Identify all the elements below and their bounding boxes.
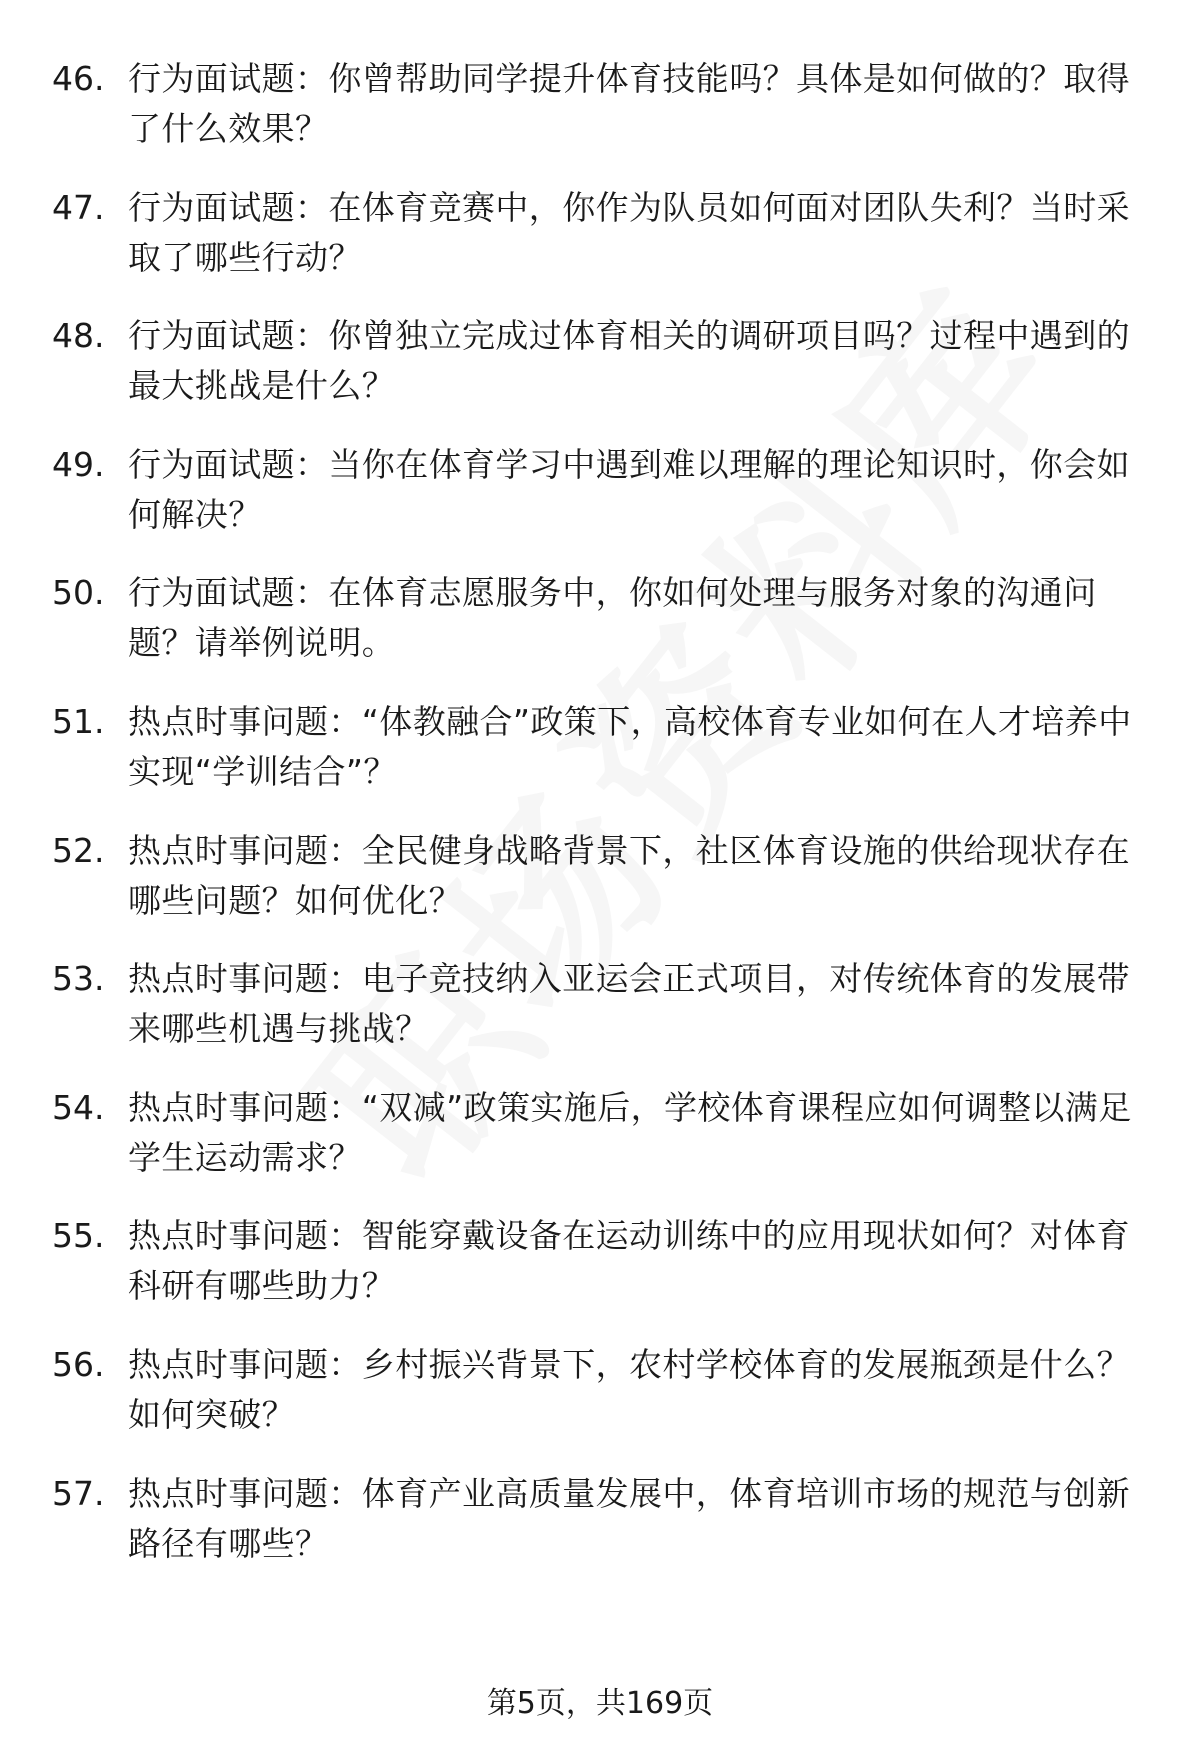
question-item bbox=[0, 1469, 1200, 1598]
question-text: 热点时事问题：乡村振兴背景下，农村学校体育的发展瓶颈是什么？如何突破？ bbox=[128, 1344, 1130, 1434]
question-number: 53. bbox=[52, 959, 105, 999]
question-item bbox=[0, 826, 1200, 955]
question-text: 热点时事问题：“体教融合”政策下，高校体育专业如何在人才培养中实现“学训结合”？ bbox=[128, 701, 1132, 791]
page-footer bbox=[0, 1684, 1200, 1724]
question-number: 57. bbox=[52, 1473, 105, 1513]
question-item bbox=[0, 954, 1200, 1083]
question-text: 热点时事问题：体育产业高质量发展中，体育培训市场的规范与创新路径有哪些？ bbox=[128, 1473, 1130, 1563]
question-number: 46. bbox=[52, 59, 105, 98]
question-text: 行为面试题：你曾帮助同学提升体育技能吗？具体是如何做的？取得了什么效果？ bbox=[128, 59, 1130, 148]
question-number: 49. bbox=[52, 444, 105, 484]
question-text: 热点时事问题：智能穿戴设备在运动训练中的应用现状如何？对体育科研有哪些助力？ bbox=[128, 1216, 1130, 1306]
question-item bbox=[0, 1340, 1200, 1469]
question-item bbox=[0, 54, 1200, 183]
question-item bbox=[0, 1083, 1200, 1212]
question-item bbox=[0, 183, 1200, 312]
page-number: 第5页，共169页 bbox=[486, 1686, 714, 1721]
question-number: 51. bbox=[52, 701, 105, 741]
question-number: 47. bbox=[52, 187, 105, 227]
question-item bbox=[0, 568, 1200, 697]
question-item bbox=[0, 311, 1200, 440]
question-text: 行为面试题：在体育志愿服务中，你如何处理与服务对象的沟通问题？请举例说明。 bbox=[128, 573, 1097, 663]
question-number: 55. bbox=[52, 1216, 105, 1256]
question-item bbox=[0, 1211, 1200, 1340]
question-number: 52. bbox=[52, 830, 105, 870]
question-item bbox=[0, 440, 1200, 569]
question-text: 热点时事问题：“双减”政策实施后，学校体育课程应如何调整以满足学生运动需求？ bbox=[128, 1087, 1132, 1177]
question-item bbox=[0, 697, 1200, 826]
question-text: 行为面试题：你曾独立完成过体育相关的调研项目吗？过程中遇到的最大挑战是什么？ bbox=[128, 316, 1130, 406]
question-text: 行为面试题：当你在体育学习中遇到难以理解的理论知识时，你会如何解决？ bbox=[128, 444, 1130, 534]
question-text: 热点时事问题：全民健身战略背景下，社区体育设施的供给现状存在哪些问题？如何优化？ bbox=[128, 830, 1130, 920]
question-number: 50. bbox=[52, 573, 105, 613]
question-text: 热点时事问题：电子竞技纳入亚运会正式项目，对传统体育的发展带来哪些机遇与挑战？ bbox=[128, 959, 1130, 1049]
question-number: 48. bbox=[52, 316, 105, 356]
question-number: 54. bbox=[52, 1087, 105, 1127]
question-list bbox=[0, 54, 1200, 1597]
question-text: 行为面试题：在体育竞赛中，你作为队员如何面对团队失利？当时采取了哪些行动？ bbox=[128, 187, 1130, 277]
question-number: 56. bbox=[52, 1344, 105, 1384]
